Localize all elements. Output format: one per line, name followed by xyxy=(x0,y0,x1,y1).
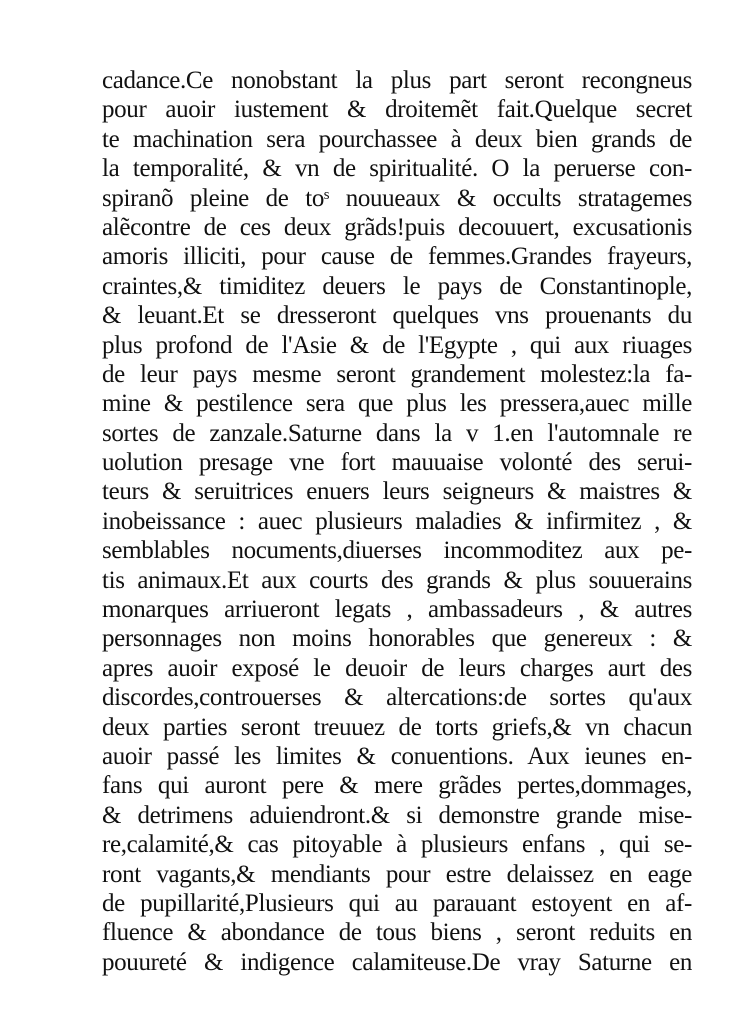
text-line: pouureté & indigence calamiteuse.De vray Saturne en xyxy=(102,948,692,976)
text-line: spiranõ pleine de toˢ nouueaux & occults stratagemes xyxy=(102,184,692,212)
text-line: tis animaux.Et aux courts des grands & plus souuerains xyxy=(102,566,692,594)
text-line: monarques arriueront legats , ambassadeurs , & autres xyxy=(102,596,692,624)
text-line: discordes,controuerses & altercations:de sortes qu'aux xyxy=(102,684,692,712)
text-line: teurs & seruitrices enuers leurs seigneurs & maistres & xyxy=(102,478,692,506)
text-line: la temporalité, & vn de spiritualité. O la peruerse con- xyxy=(102,155,692,183)
text-line: ront vagants,& mendiants pour estre delaissez en eage xyxy=(102,860,692,888)
text-line: craintes,& timiditez deuers le pays de Constantinople, xyxy=(102,272,692,300)
text-line: mine & pestilence sera que plus les pressera,auec mille xyxy=(102,390,692,418)
text-line: te machination sera pourchassee à deux bien grands de xyxy=(102,125,692,153)
text-line: fans qui auront pere & mere grãdes pertes,dommages, xyxy=(102,772,692,800)
text-line: apres auoir exposé le deuoir de leurs charges aurt des xyxy=(102,654,692,682)
text-line: pour auoir iustement & droitemẽt fait.Quelque secret xyxy=(102,96,692,124)
text-line: plus profond de l'Asie & de l'Egypte , qui aux riuages xyxy=(102,331,692,359)
text-line: & detrimens aduiendront.& si demonstre grande mise- xyxy=(102,801,692,829)
text-line: de leur pays mesme seront grandement molestez:la fa- xyxy=(102,360,692,388)
text-line: deux parties seront treuuez de torts griefs,& vn chacun xyxy=(102,713,692,741)
text-line: personnages non moins honorables que genereux : & xyxy=(102,625,692,653)
text-line: uolution presage vne fort mauuaise volonté des serui- xyxy=(102,449,692,477)
text-line: semblables nocuments,diuerses incommoditez aux pe- xyxy=(102,537,692,565)
text-line: re,calamité,& cas pitoyable à plusieurs enfans , qui se- xyxy=(102,831,692,859)
text-line: alẽcontre de ces deux grãds!puis decouuert, excusationis xyxy=(102,213,692,241)
text-line: sortes de zanzale.Saturne dans la v 1.en l'automnale re xyxy=(102,419,692,447)
text-line: fluence & abondance de tous biens , seront reduits en xyxy=(102,919,692,947)
text-line: cadance.Ce nonobstant la plus part seront recongneus xyxy=(102,67,692,94)
text-line: inobeissance : auec plusieurs maladies & infirmitez , & xyxy=(102,507,692,535)
text-line: & leuant.Et se dresseront quelques vns prouenants du xyxy=(102,302,692,330)
text-line: de pupillarité,Plusieurs qui au parauant estoyent en af- xyxy=(102,889,692,917)
text-line: auoir passé les limites & conuentions. Aux ieunes en- xyxy=(102,742,692,770)
text-line: amoris illiciti, pour cause de femmes.Grandes frayeurs, xyxy=(102,243,692,271)
page-text-block xyxy=(102,66,692,977)
